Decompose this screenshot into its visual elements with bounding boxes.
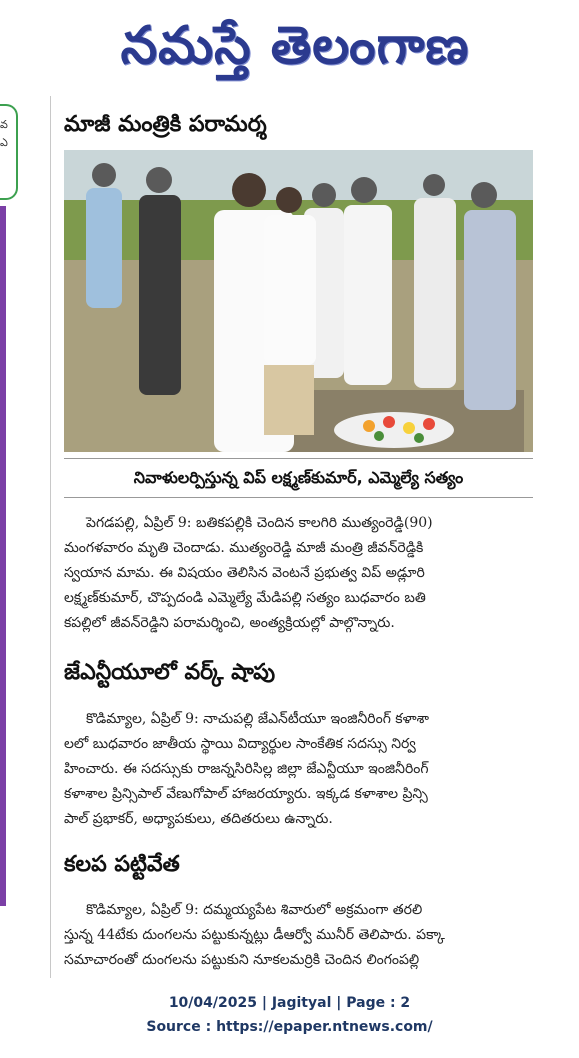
article-body — [64, 511, 534, 636]
body-line: లలో బుధవారం జాతీయ స్థాయి విద్యార్థుల సాంకేతిక సదస్సు నిర్వ — [64, 736, 416, 752]
photo-illustration — [64, 150, 533, 452]
body-line: మంగళవారం మృతి చెందాడు. ముత్యంరెడ్డి మాజీ మంత్రి జీవన్‌రెడ్డికి — [64, 540, 424, 556]
body-line: పెగడపల్లి, ఏప్రిల్ 9: బతికపల్లికి చెందిన కాలగిరి ముత్యంరెడ్డి(90) — [86, 515, 433, 531]
body-line: కొడిమ్యాల, ఏప్రిల్ 9: నాచుపల్లి జేఎన్‌టీయూ ఇంజినీరింగ్ కళాశా — [86, 711, 429, 727]
body-line: పాల్ ప్రభాకర్, అధ్యాపకులు, తదితరులు ఉన్నారు. — [64, 811, 333, 827]
article-headline: మాజీ మంత్రికి పరామర్శ — [64, 112, 267, 137]
body-line: కపల్లిలో జీవన్‌రెడ్డిని పరామర్శించి, అంత్యక్రియల్లో పాల్గొన్నారు. — [64, 615, 395, 631]
news-photo — [64, 150, 533, 452]
body-line: స్వయాన మామ. ఈ విషయం తెలిసిన వెంటనే ప్రభుత్వ విప్ అడ్లూరి — [64, 565, 425, 581]
article-body — [64, 898, 534, 973]
footer-source: Source : https://epaper.ntnews.com/ — [146, 1019, 433, 1035]
body-line: హించారు. ఈ సదస్సుకు రాజన్నసిరిసిల్ల జిల్లా జేఎన్టీయూ ఇంజినీరింగ్ — [64, 761, 429, 777]
adjacent-column-fragment — [0, 96, 18, 976]
purple-border-fragment — [0, 206, 6, 906]
column-divider — [50, 96, 51, 978]
clipped-text: వ ఎ — [0, 118, 8, 149]
body-line: కొడిమ్యాల, ఏప్రిల్ 9: దమ్మయ్యపేట శివారులో అక్రమంగా తరలి — [86, 902, 423, 918]
photo-caption: నివాళులర్పిస్తున్న విప్ లక్ష్మణ్‌కుమార్, ఎమ్మెల్యే సత్యం — [64, 458, 533, 498]
body-line: స్తున్న 44టేకు దుంగలను పట్టుకున్నట్లు డీఆర్వో మునీర్ తెలిపారు. పక్కా — [64, 927, 445, 943]
masthead-title: నమస్తే తెలంగాణ — [120, 16, 470, 76]
footer-date-edition: 10/04/2025 | Jagityal | Page : 2 — [168, 995, 411, 1011]
body-line: సమాచారంతో దుంగలను పట్టుకుని నూకలమర్రికి చెందిన లింగంపల్లి — [64, 952, 420, 968]
body-line: కళాశాల ప్రిన్సిపాల్ వేణుగోపాల్ హాజరయ్యారు. ఇక్కడ కళాశాల ప్రిన్సి — [64, 786, 428, 802]
body-line: లక్ష్మణ్‌కుమార్, చొప్పదండి ఎమ్మెల్యే మేడిపల్లి సత్యం బుధవారం బతి — [64, 590, 426, 606]
article-headline: కలప పట్టివేత — [64, 852, 180, 877]
article-body — [64, 707, 534, 832]
article-headline: జేఎన్టీయూలో వర్క్ షాపు — [64, 660, 276, 685]
